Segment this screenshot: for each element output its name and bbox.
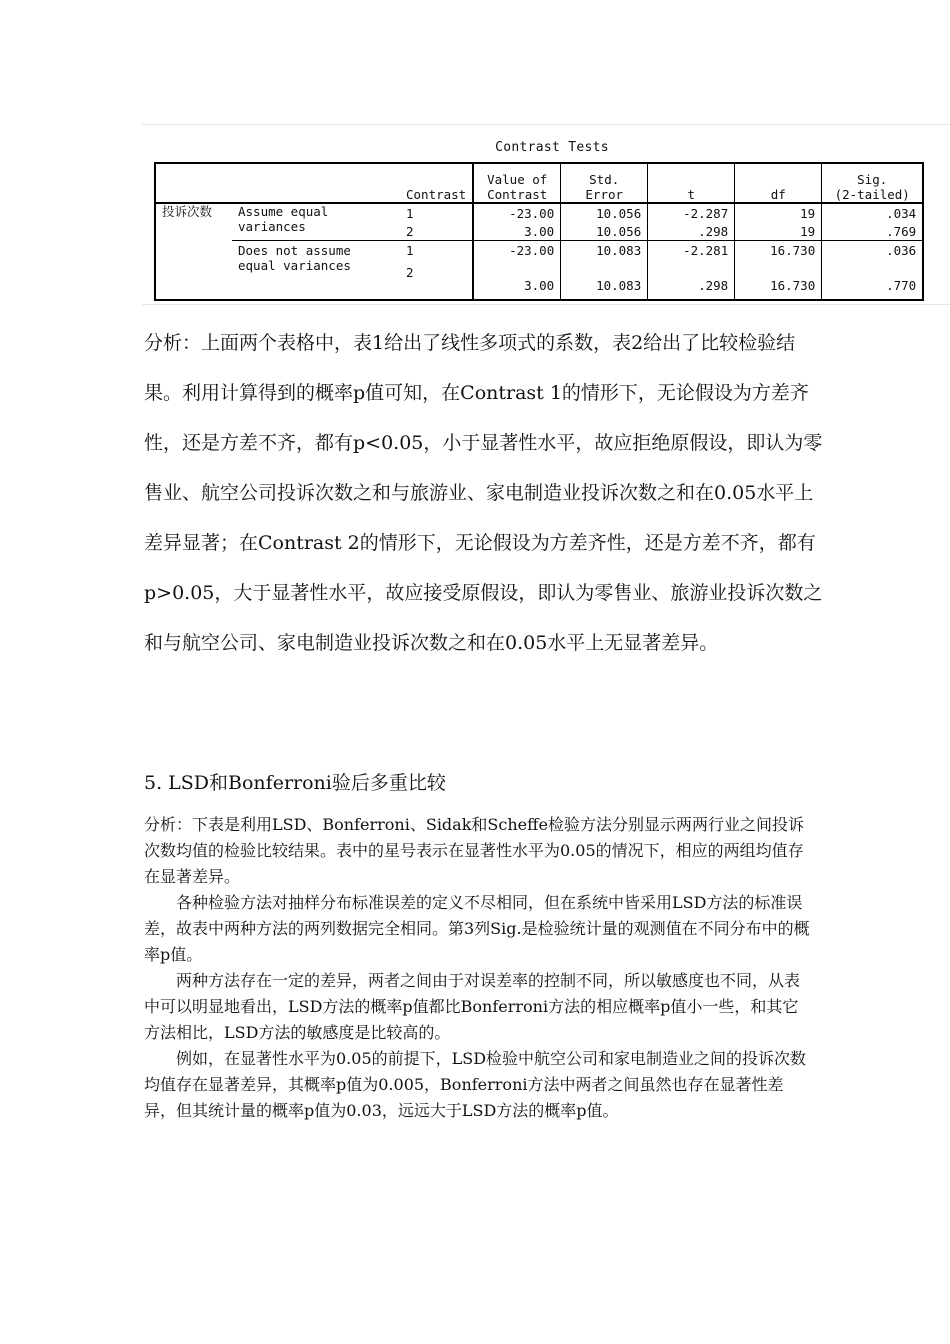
group-equal-variances-label: Assume equal variances [238,204,329,234]
table-row [155,203,923,222]
table-header-row [155,163,923,203]
paragraph: 例如，在显著性水平为0.05的前提下，LSD检验中航空公司和家电制造业之间的投诉次数均值存在显著差异，其概率p值为0.005，Bonferroni方法中两者之间虽然也存在显著性差异，但其统计量的概率p值为0.03，远远大于LSD方法的概率p值。 [144,1049,807,1120]
header-t: t [648,163,735,203]
group-unequal-variances-label: Does not assume equal variances [232,241,400,301]
contrast-cell: 1 [400,241,473,266]
paragraph: 各种检验方法对抽样分布标准误差的定义不尽相同，但在系统中皆采用LSD方法的标准误差，故表中两种方法的两列数据完全相同。第3列Sig.是检验统计量的观测值在不同分布中的概率p值。 [144,893,810,964]
std-error-cell: 10.056 [561,203,648,222]
contrast-cell: 2 [406,265,414,280]
header-empty-2 [232,163,400,203]
std-error-cell: 10.083 [561,241,648,266]
top-rule [142,124,950,125]
t-cell: .298 [648,222,735,241]
contrast-tests-table [154,162,924,301]
table-row [155,241,923,266]
df-cell: 19 [735,222,822,241]
df-cell: 16.730 [735,265,822,300]
t-cell: -2.287 [648,203,735,222]
header-value-line2: Contrast [487,187,548,202]
header-sig [822,163,924,203]
analysis-paragraph: 分析：上面两个表格中，表1给出了线性多项式的系数，表2给出了比较检验结果。利用计算得到的概率p值可知，在Contrast 1的情形下，无论假设为方差齐性，还是方差不齐，都有p<0.05，小于显著性水平，故应拒绝原假设，即认为零售业、航空公司投诉次数之和与旅游业、家电制造业投诉次数之和在0.05水平上差异显著；在Contrast 2的情形下，无论假设为方差齐性，还是方差不齐，都有p>0.05，大于显著性水平，故应接受原假设，即认为零售业、旅游业投诉次数之和与航空公司、家电制造业投诉次数之和在0.05水平上无显著差异。 [144,332,823,654]
df-cell: 19 [735,203,822,222]
header-contrast: Contrast [400,163,473,203]
table-title: Contrast Tests [495,140,609,155]
df-cell: 16.730 [735,241,822,266]
header-sig-line2: (2-tailed) [834,187,910,202]
header-sig-line1: Sig. [857,172,888,187]
value-cell: -23.00 [473,241,561,266]
std-error-cell: 10.056 [561,222,648,241]
contrast-cell: 2 [406,223,414,239]
body-text [144,812,812,1124]
row-group-label: 投诉次数 [162,204,213,219]
header-value-of-contrast [473,163,561,203]
t-cell: -2.281 [648,241,735,266]
sig-cell: .034 [822,203,924,222]
header-empty-1 [155,163,232,203]
header-df: df [735,163,822,203]
value-cell: -23.00 [473,203,561,222]
header-std-error: Std. Error [561,163,648,203]
value-cell: 3.00 [473,222,561,241]
paragraph: 两种方法存在一定的差异，两者之间由于对误差率的控制不同，所以敏感度也不同，从表中可以明显地看出，LSD方法的概率p值都比Bonferroni方法的相应概率p值小一些，和其它方法相比，LSD方法的敏感度是比较高的。 [144,971,801,1042]
section-heading: 5. LSD和Bonferroni验后多重比较 [144,772,446,794]
value-cell: 3.00 [473,265,561,300]
std-error-cell: 10.083 [561,265,648,300]
contrast-cell: 1 [406,205,414,221]
t-cell: .298 [648,265,735,300]
paragraph: 分析：下表是利用LSD、Bonferroni、Sidak和Scheffe检验方法分别显示两两行业之间投诉次数均值的检验比较结果。表中的星号表示在显著性水平为0.05的情况下，相应的两组均值存在显著差异。 [144,815,804,886]
sig-cell: .036 [822,241,924,266]
sig-cell: .770 [822,265,924,300]
sig-cell: .769 [822,222,924,241]
bottom-rule [142,304,950,305]
header-value-line1: Value of [487,172,548,187]
